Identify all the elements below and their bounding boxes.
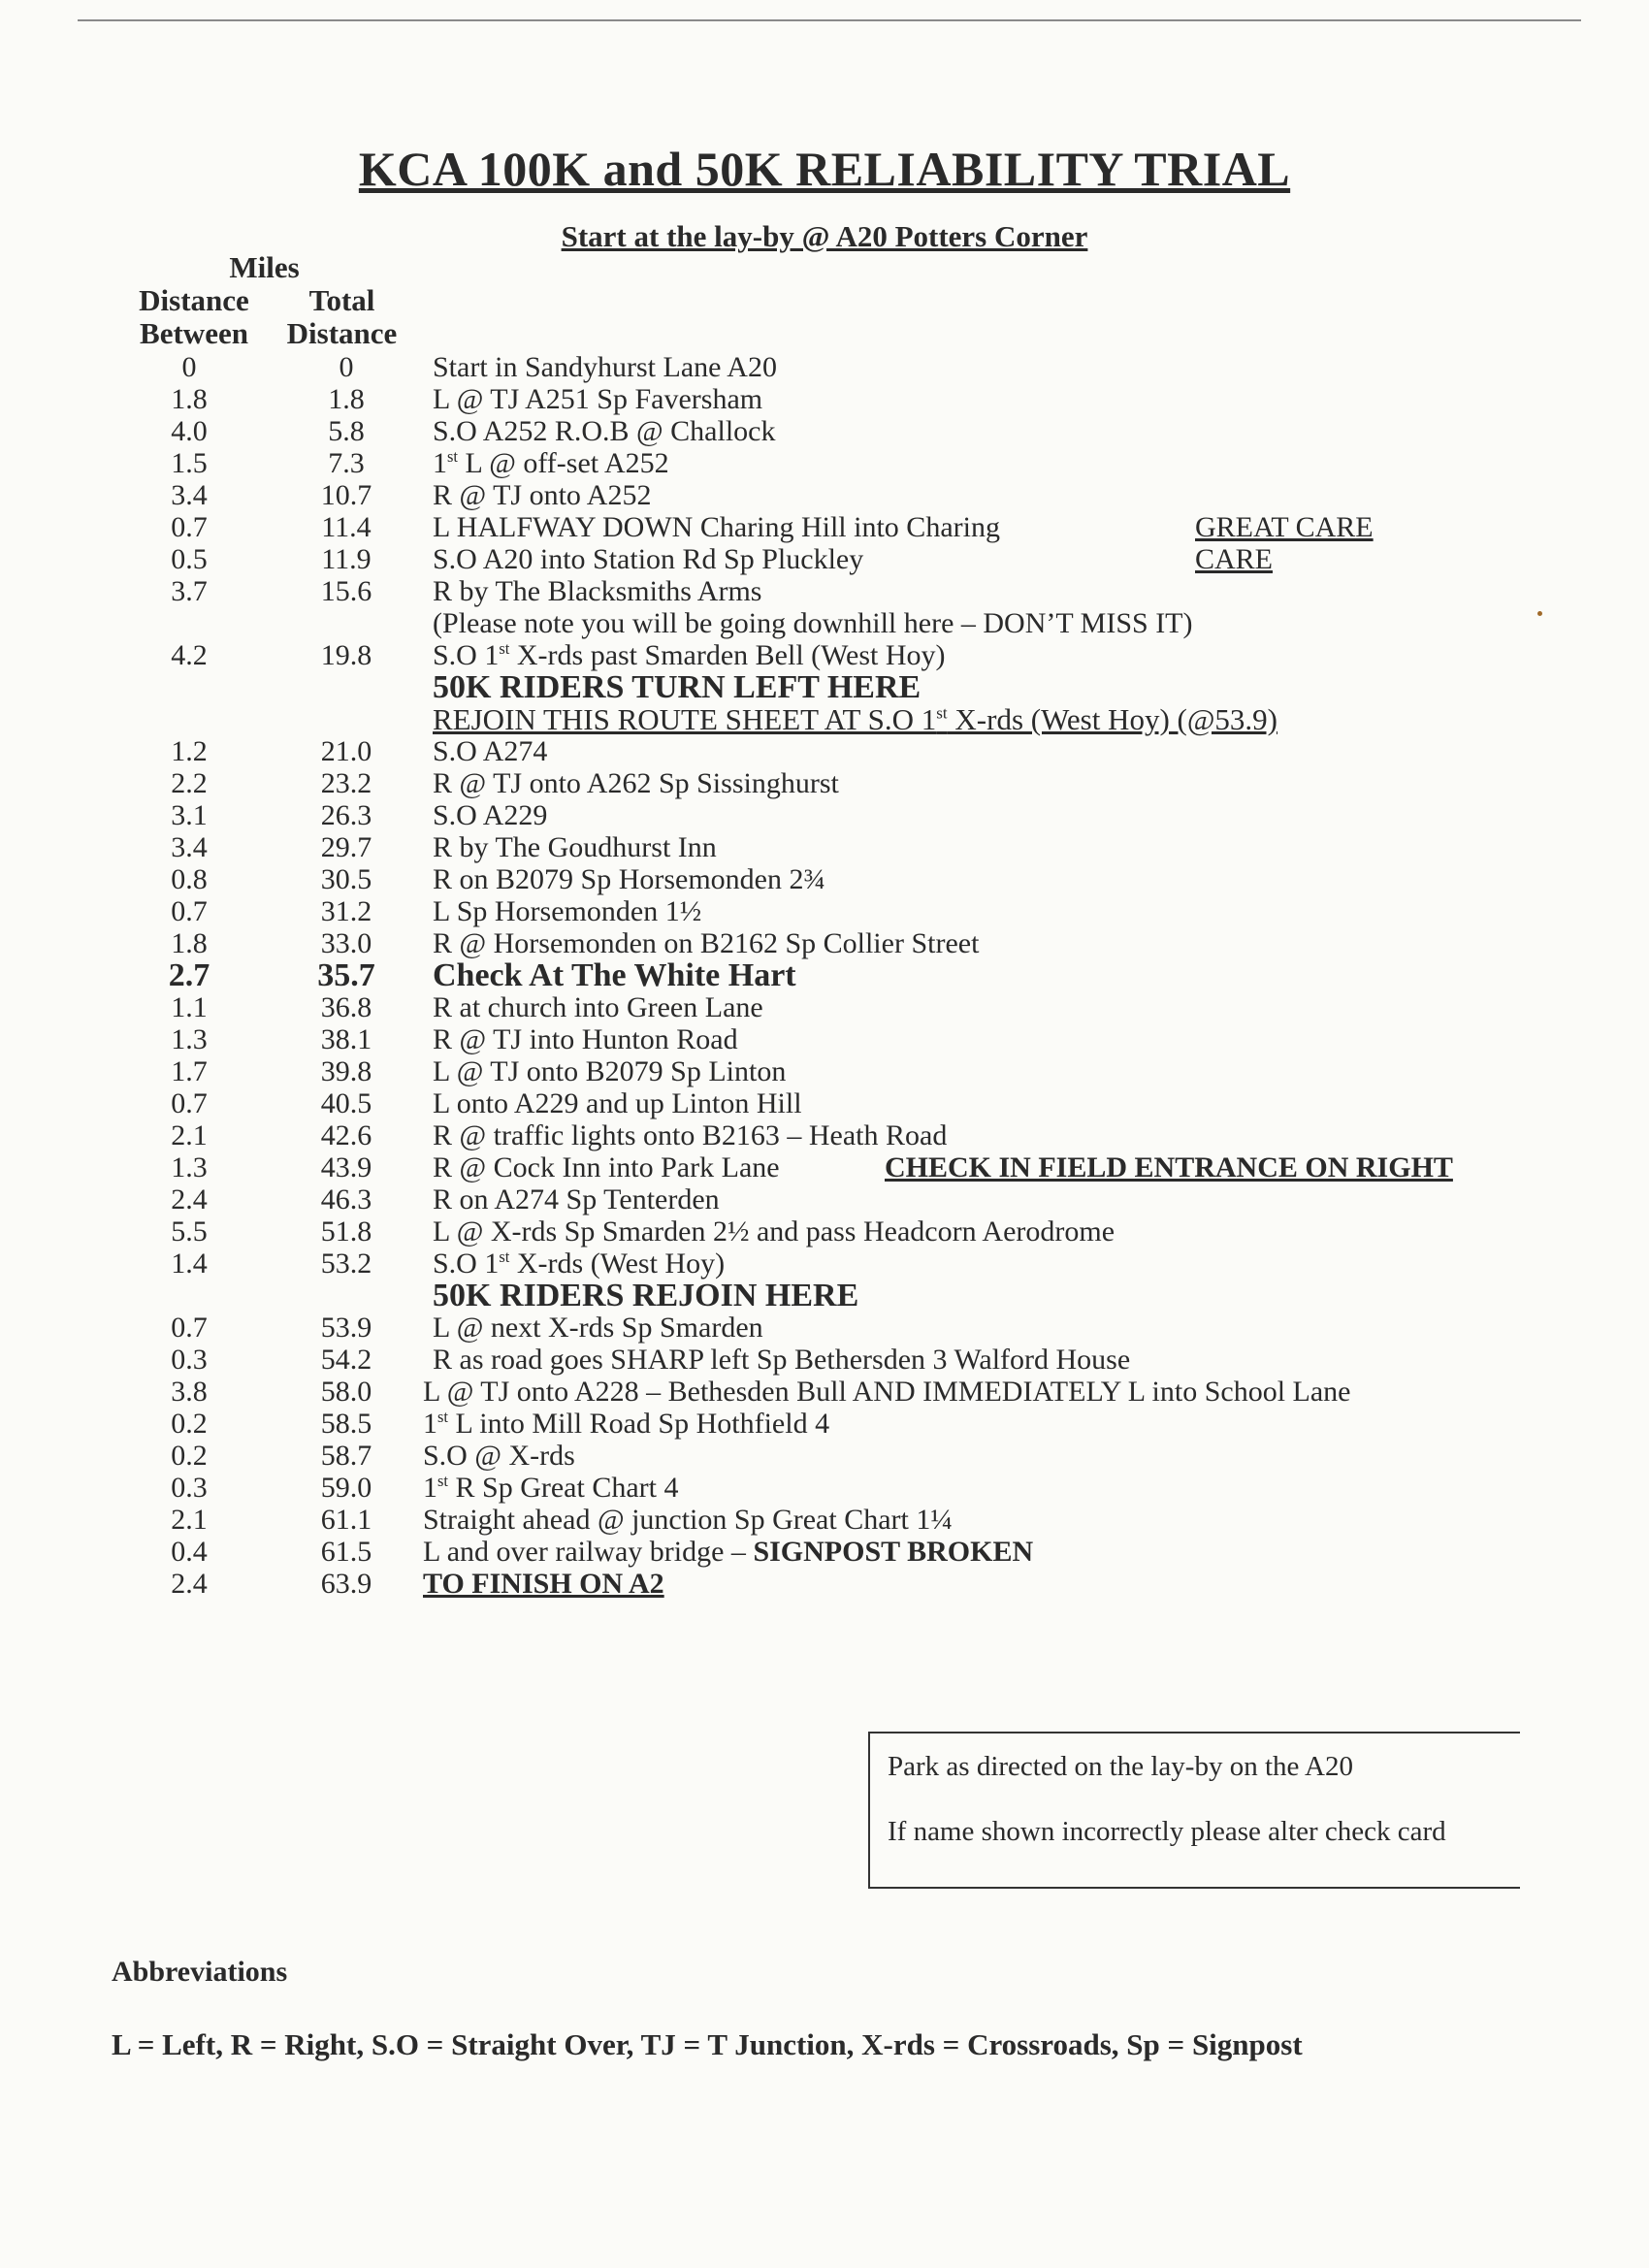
- instruction-cell: [433, 1184, 720, 1215]
- instruction-text: R by The Goudhurst Inn: [433, 831, 717, 863]
- instruction-cell: [433, 544, 863, 575]
- instruction-text: R @ TJ into Hunton Road: [433, 1023, 738, 1055]
- route-row: [0, 1088, 1649, 1119]
- instruction-text-continued: L @ off-set A252: [458, 447, 669, 479]
- instruction-cell: [433, 1312, 763, 1344]
- instruction-text: R @ traffic lights onto B2163 – Heath Road: [433, 1119, 948, 1151]
- total-distance-cell: 61.5: [320, 1536, 372, 1568]
- distance-between-cell: 0: [181, 351, 197, 383]
- instruction-cell: [423, 1441, 575, 1472]
- header-miles: Miles: [229, 250, 300, 284]
- route-row: [0, 1056, 1649, 1087]
- distance-between-cell: 2.1: [171, 1119, 208, 1151]
- instruction-cell: [433, 416, 775, 447]
- distance-between-cell: 2.4: [171, 1183, 208, 1215]
- total-distance-cell: 26.3: [320, 799, 372, 831]
- route-row: [0, 544, 1649, 575]
- instruction-text: 1: [423, 1472, 437, 1504]
- route-row: [0, 416, 1649, 447]
- total-distance-cell: 42.6: [320, 1119, 372, 1151]
- route-row: [0, 928, 1649, 959]
- route-row: [0, 1152, 1649, 1183]
- instruction-cell: [433, 576, 761, 607]
- distance-between-cell: 3.8: [171, 1376, 208, 1408]
- route-row: [0, 1248, 1649, 1280]
- instruction-text: S.O 1: [433, 1247, 500, 1280]
- parking-info-line: Park as directed on the lay-by on the A20: [888, 1751, 1353, 1782]
- route-row: [0, 384, 1649, 415]
- distance-between-cell: 0.7: [171, 1087, 208, 1119]
- instruction-cell: [423, 1409, 829, 1440]
- total-distance-cell: 53.9: [320, 1312, 372, 1344]
- instruction-text: S.O A20 into Station Rd Sp Pluckley: [433, 543, 864, 575]
- page-subtitle: Start at the lay-by @ A20 Potters Corner: [561, 219, 1088, 253]
- instruction-text: R @ TJ onto A262 Sp Sissinghurst: [433, 767, 839, 799]
- instruction-cell: [433, 352, 777, 383]
- distance-between-cell: 4.0: [171, 415, 208, 447]
- caution-note: GREAT CARE: [1195, 511, 1374, 543]
- instruction-text-continued: L into Mill Road Sp Hothfield 4: [448, 1408, 830, 1440]
- total-distance-cell: 7.3: [328, 447, 365, 479]
- route-row: [0, 448, 1649, 479]
- route-row: [0, 1280, 1649, 1312]
- instruction-text: L @ X-rds Sp Smarden 2½ and pass Headcorn Aerodrome: [433, 1215, 1116, 1247]
- instruction-cell: [433, 640, 946, 671]
- distance-between-cell: 0.3: [171, 1344, 208, 1376]
- route-row: [0, 1120, 1649, 1151]
- total-distance-cell: 23.2: [320, 767, 372, 799]
- header-total-distance-line1: Total: [308, 283, 375, 317]
- distance-between-cell: 0.4: [171, 1536, 208, 1568]
- total-distance-cell: 29.7: [320, 831, 372, 863]
- instruction-cell: [423, 1377, 1350, 1408]
- distance-between-cell: 3.4: [171, 831, 208, 863]
- distance-between-cell: 5.5: [171, 1215, 208, 1247]
- distance-between-cell: 3.4: [171, 479, 208, 511]
- route-row: [0, 640, 1649, 671]
- total-distance-cell: 46.3: [320, 1183, 372, 1215]
- total-distance-cell: 0: [339, 351, 354, 383]
- instruction-cell: [433, 957, 796, 993]
- abbreviations-text: L = Left, R = Right, S.O = Straight Over, TJ = T Junction, X-rds = Crossroads, Sp = Signpost: [112, 2027, 1303, 2061]
- total-distance-cell: 39.8: [320, 1055, 372, 1087]
- instruction-cell: [433, 1345, 1130, 1376]
- distance-between-cell: 0.8: [171, 863, 208, 895]
- instruction-text: L onto A229 and up Linton Hill: [433, 1087, 802, 1119]
- header-distance-between-line1: Distance: [139, 283, 249, 317]
- instruction-text-continued: R Sp Great Chart 4: [448, 1472, 679, 1504]
- instruction-text: R on A274 Sp Tenterden: [433, 1183, 720, 1215]
- instruction-cell: [433, 800, 547, 831]
- total-distance-cell: 5.8: [328, 415, 365, 447]
- instruction-cell: [433, 1248, 725, 1280]
- distance-between-cell: 3.7: [171, 575, 208, 607]
- total-distance-cell: 61.1: [320, 1504, 372, 1536]
- distance-between-cell: 1.8: [171, 383, 208, 415]
- instruction-text: 50K RIDERS TURN LEFT HERE: [433, 669, 922, 705]
- distance-between-cell: 3.1: [171, 799, 208, 831]
- route-row: [0, 957, 1649, 993]
- instruction-cell: [423, 1537, 1033, 1568]
- instruction-text: S.O A274: [433, 735, 548, 767]
- distance-between-cell: 0.3: [171, 1472, 208, 1504]
- instruction-text: 1: [433, 447, 447, 479]
- route-row: [0, 352, 1649, 383]
- route-row: [0, 1473, 1649, 1504]
- route-row: [0, 832, 1649, 863]
- distance-between-cell: 0.5: [171, 543, 208, 575]
- instruction-cell: [433, 608, 1193, 639]
- instruction-text: (Please note you will be going downhill here – DON’T MISS IT): [433, 607, 1193, 639]
- route-row: [0, 704, 1649, 735]
- total-distance-cell: 11.4: [321, 511, 372, 543]
- instruction-text: R by The Blacksmiths Arms: [433, 575, 762, 607]
- total-distance-cell: 15.6: [320, 575, 372, 607]
- instruction-cell: [433, 384, 762, 415]
- instruction-text: R @ Cock Inn into Park Lane: [433, 1151, 780, 1183]
- total-distance-cell: 43.9: [320, 1151, 372, 1183]
- distance-between-cell: 1.3: [171, 1151, 208, 1183]
- instruction-cell: [433, 669, 922, 705]
- instruction-text: L @ TJ onto A228 – Bethesden Bull AND IMMEDIATELY L into School Lane: [423, 1376, 1351, 1408]
- instruction-text: S.O A229: [433, 799, 548, 831]
- instruction-warning: SIGNPOST BROKEN: [753, 1536, 1034, 1568]
- route-row: [0, 768, 1649, 799]
- total-distance-cell: 1.8: [328, 383, 365, 415]
- total-distance-cell: 19.8: [320, 639, 372, 671]
- instruction-cell: [433, 704, 1277, 735]
- instruction-cell: [423, 1505, 953, 1536]
- route-row: [0, 1441, 1649, 1472]
- instruction-cell: [433, 1280, 858, 1312]
- instruction-cell: [433, 896, 701, 927]
- total-distance-cell: 58.7: [320, 1440, 372, 1472]
- total-distance-cell: 53.2: [320, 1247, 372, 1280]
- total-distance-cell: 51.8: [320, 1215, 372, 1247]
- distance-between-cell: 2.1: [171, 1504, 208, 1536]
- route-row: [0, 1345, 1649, 1376]
- instruction-text: 1: [423, 1408, 437, 1440]
- distance-between-cell: 0.7: [171, 1312, 208, 1344]
- total-distance-cell: 33.0: [320, 927, 372, 959]
- distance-between-cell: 1.1: [171, 991, 208, 1023]
- ordinal-suffix: st: [437, 1472, 449, 1490]
- route-row: [0, 1312, 1649, 1344]
- route-row: [0, 1024, 1649, 1055]
- route-row: [0, 608, 1649, 639]
- page-title: KCA 100K and 50K RELIABILITY TRIAL: [358, 142, 1291, 196]
- instruction-cell: [423, 1569, 664, 1600]
- distance-between-cell: 2.4: [171, 1568, 208, 1600]
- total-distance-cell: 58.5: [320, 1408, 372, 1440]
- route-row: [0, 1569, 1649, 1600]
- distance-between-cell: 1.3: [171, 1023, 208, 1055]
- distance-between-cell: 0.2: [171, 1408, 208, 1440]
- instruction-text: L @ TJ onto B2079 Sp Linton: [433, 1055, 787, 1087]
- route-row: [0, 864, 1649, 895]
- distance-between-cell: 1.4: [171, 1247, 208, 1280]
- route-row: [0, 669, 1649, 705]
- distance-between-cell: 1.5: [171, 447, 208, 479]
- instruction-cell: [433, 992, 763, 1023]
- ordinal-suffix: st: [499, 1247, 510, 1266]
- header-distance-between-line2: Between: [140, 316, 248, 350]
- distance-between-cell: 2.7: [168, 957, 210, 993]
- route-row: [0, 1537, 1649, 1568]
- total-distance-cell: 59.0: [320, 1472, 372, 1504]
- route-row: [0, 1409, 1649, 1440]
- route-row: [0, 512, 1649, 543]
- instruction-text: 50K RIDERS REJOIN HERE: [433, 1278, 859, 1313]
- total-distance-cell: 10.7: [320, 479, 372, 511]
- instruction-text: L @ TJ A251 Sp Faversham: [433, 383, 763, 415]
- instruction-text-continued: X-rds (West Hoy): [509, 1247, 726, 1280]
- instruction-text: S.O 1: [433, 639, 500, 671]
- route-row: [0, 1184, 1649, 1215]
- instruction-text: TO FINISH ON A2: [423, 1568, 664, 1600]
- total-distance-cell: 36.8: [320, 991, 372, 1023]
- instruction-text: Check At The White Hart: [433, 957, 796, 993]
- total-distance-cell: 63.9: [320, 1568, 372, 1600]
- caution-note: CARE: [1195, 543, 1274, 575]
- instruction-text: Start in Sandyhurst Lane A20: [433, 351, 777, 383]
- instruction-text: R on B2079 Sp Horsemonden 2¾: [433, 863, 825, 895]
- instruction-cell: [433, 480, 651, 511]
- distance-between-cell: 0.2: [171, 1440, 208, 1472]
- caution-note: CHECK IN FIELD ENTRANCE ON RIGHT: [885, 1151, 1453, 1183]
- instruction-text: L @ next X-rds Sp Smarden: [433, 1312, 763, 1344]
- route-row: [0, 896, 1649, 927]
- instruction-text: R as road goes SHARP left Sp Bethersden 3 Walford House: [433, 1344, 1131, 1376]
- total-distance-cell: 35.7: [317, 957, 375, 993]
- distance-between-cell: 4.2: [171, 639, 208, 671]
- instruction-text: R @ Horsemonden on B2162 Sp Collier Street: [433, 927, 980, 959]
- instruction-text: L Sp Horsemonden 1½: [433, 895, 702, 927]
- total-distance-cell: 38.1: [320, 1023, 372, 1055]
- route-row: [0, 480, 1649, 511]
- distance-between-cell: 1.8: [171, 927, 208, 959]
- instruction-text-continued: X-rds (West Hoy) (@53.9): [947, 702, 1277, 736]
- total-distance-cell: 31.2: [320, 895, 372, 927]
- ordinal-suffix: st: [447, 447, 459, 466]
- ordinal-suffix: st: [499, 639, 510, 658]
- distance-between-cell: 0.7: [171, 895, 208, 927]
- instruction-text: L and over railway bridge –: [423, 1536, 754, 1568]
- route-row: [0, 1216, 1649, 1247]
- route-row: [0, 992, 1649, 1023]
- instruction-text: L HALFWAY DOWN Charing Hill into Charing: [433, 511, 1000, 543]
- instruction-cell: [423, 1473, 678, 1504]
- instruction-cell: [433, 1056, 786, 1087]
- distance-between-cell: 2.2: [171, 767, 208, 799]
- instruction-cell: [433, 512, 1000, 543]
- instruction-cell: [433, 864, 825, 895]
- instruction-text: S.O @ X-rds: [423, 1440, 575, 1472]
- abbreviations-title: Abbreviations: [112, 1956, 288, 1988]
- instruction-cell: [433, 1088, 802, 1119]
- instruction-text: S.O A252 R.O.B @ Challock: [433, 415, 776, 447]
- total-distance-cell: 54.2: [320, 1344, 372, 1376]
- check-card-info-line: If name shown incorrectly please alter check card: [888, 1816, 1446, 1847]
- distance-between-cell: 0.7: [171, 511, 208, 543]
- route-row: [0, 1377, 1649, 1408]
- instruction-text: R @ TJ onto A252: [433, 479, 652, 511]
- route-row: [0, 576, 1649, 607]
- distance-between-cell: 1.2: [171, 735, 208, 767]
- total-distance-cell: 58.0: [320, 1376, 372, 1408]
- total-distance-cell: 21.0: [320, 735, 372, 767]
- instruction-cell: [433, 1216, 1115, 1247]
- instruction-text-continued: X-rds past Smarden Bell (West Hoy): [509, 639, 946, 671]
- instruction-text: R at church into Green Lane: [433, 991, 763, 1023]
- route-row: [0, 1505, 1649, 1536]
- instruction-cell: [433, 832, 717, 863]
- total-distance-cell: 30.5: [320, 863, 372, 895]
- instruction-cell: [433, 928, 979, 959]
- instruction-cell: [433, 1120, 947, 1151]
- distance-between-cell: 1.7: [171, 1055, 208, 1087]
- route-row: [0, 736, 1649, 767]
- instruction-cell: [433, 1024, 738, 1055]
- instruction-cell: [433, 768, 839, 799]
- total-distance-cell: 40.5: [320, 1087, 372, 1119]
- instruction-text: Straight ahead @ junction Sp Great Chart 1¼: [423, 1504, 953, 1536]
- route-row: [0, 800, 1649, 831]
- instruction-cell: [433, 448, 669, 479]
- header-total-distance-line2: Distance: [286, 316, 398, 350]
- ordinal-suffix: st: [936, 703, 948, 723]
- parking-info-box: [868, 1732, 1520, 1889]
- ordinal-suffix: st: [437, 1408, 449, 1426]
- instruction-cell: [433, 1152, 780, 1183]
- total-distance-cell: 11.9: [321, 543, 372, 575]
- instruction-text: REJOIN THIS ROUTE SHEET AT S.O 1: [433, 702, 937, 736]
- instruction-cell: [433, 736, 547, 767]
